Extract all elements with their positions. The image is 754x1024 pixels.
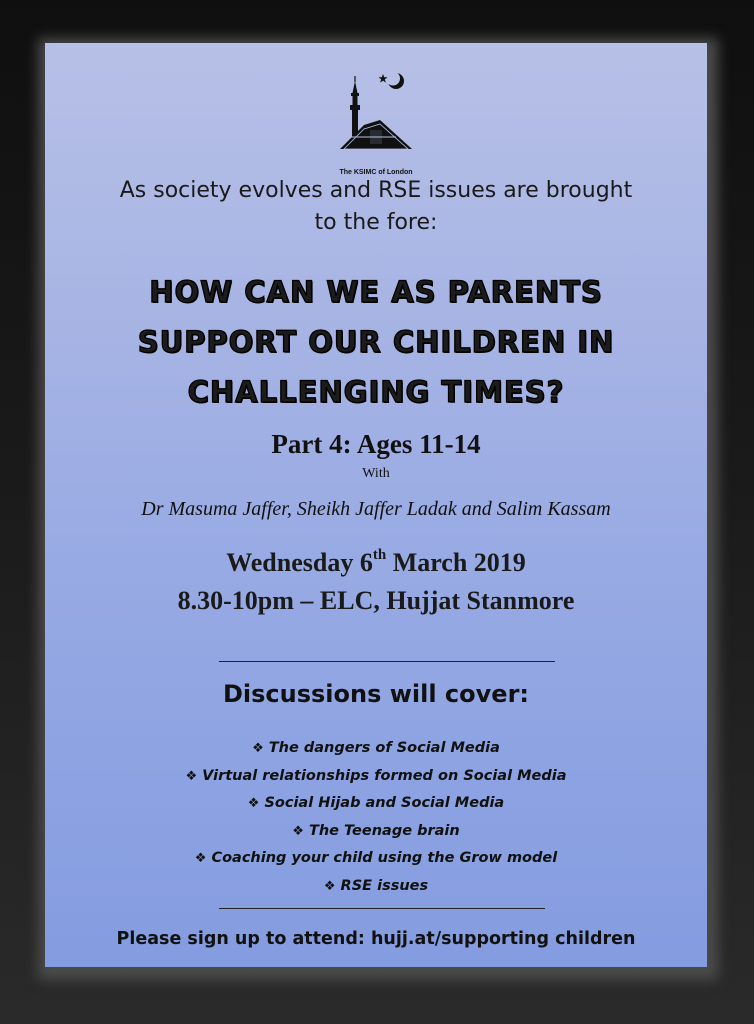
event-date	[45, 548, 707, 578]
diamond-bullet-icon: ❖	[247, 796, 260, 811]
signup-text: Please sign up to attend: hujj.at/supporting children	[116, 929, 636, 949]
list-item	[45, 790, 707, 818]
diamond-bullet-icon: ❖	[292, 823, 304, 839]
mosque-kaaba-icon	[336, 65, 416, 165]
topics-list	[45, 735, 707, 900]
topic-text: The dangers of Social Media	[268, 740, 500, 756]
date-suffix: th	[372, 547, 387, 563]
intro-text	[85, 175, 667, 239]
part-subtitle: Part 4: Ages 11-14	[271, 429, 481, 459]
list-item	[45, 818, 707, 846]
list-item	[45, 845, 707, 873]
diamond-bullet-icon: ❖	[323, 878, 336, 894]
topic-text: Social Hijab and Social Media	[264, 795, 505, 811]
date-weekday: Wednesday 6	[226, 548, 373, 577]
topic-text: RSE issues	[340, 877, 429, 894]
topic-text: Virtual relationships formed on Social Media	[202, 767, 567, 784]
topic-text: Coaching your child using the Grow model	[211, 850, 558, 866]
speakers: Dr Masuma Jaffer, Sheikh Jaffer Ladak and Salim Kassam	[141, 498, 611, 520]
event-time-venue: 8.30-10pm – ELC, Hujjat Stanmore	[177, 586, 575, 615]
list-item	[45, 735, 707, 763]
list-item	[45, 763, 707, 791]
intro-line: As society evolves and RSE issues are brought	[119, 178, 633, 203]
topic-text: The Teenage brain	[308, 822, 460, 839]
diamond-bullet-icon: ❖	[194, 851, 207, 866]
diamond-bullet-icon: ❖	[185, 768, 198, 784]
headline-line: SUPPORT OUR CHILDREN IN	[137, 325, 615, 359]
with-label: With	[362, 466, 390, 481]
divider-top	[219, 661, 555, 662]
intro-line: to the fore:	[314, 210, 438, 235]
ksimc-logo	[336, 65, 416, 176]
list-item	[45, 873, 707, 901]
headline	[65, 267, 687, 417]
headline-line: CHALLENGING TIMES?	[187, 375, 565, 409]
discussions-title: Discussions will cover:	[222, 680, 530, 708]
logo-caption: The KSIMC of London	[339, 169, 413, 176]
headline-line: HOW CAN WE AS PARENTS	[149, 275, 603, 309]
date-rest: March 2019	[386, 548, 526, 577]
divider-bottom	[219, 908, 545, 909]
diamond-bullet-icon: ❖	[252, 741, 264, 756]
event-poster	[45, 43, 707, 967]
